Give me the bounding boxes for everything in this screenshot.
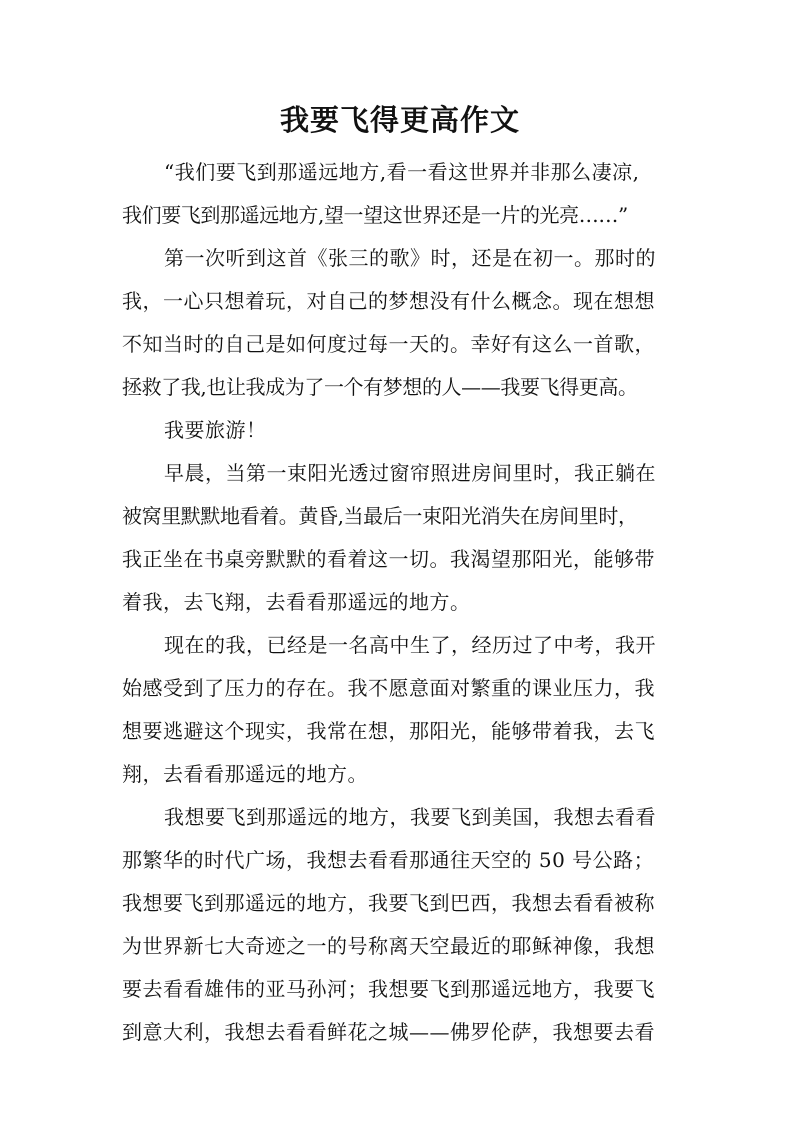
text-line: 我，一心只想着玩，对自己的梦想没有什么概念。现在想想	[122, 289, 655, 313]
text-line: 我想要飞到那遥远的地方，我要飞到美国，我想去看看	[164, 805, 656, 829]
text-line: 要去看看雄伟的亚马孙河；我想要飞到那遥远地方，我要飞	[122, 977, 655, 1001]
text-line: 第一次听到这首《张三的歌》时，还是在初一。那时的	[164, 246, 656, 270]
text-line: 始感受到了压力的存在。我不愿意面对繁重的课业压力，我	[122, 676, 655, 700]
document-title: 我要飞得更高作文	[279, 103, 520, 137]
text-line: 着我，去飞翔，去看看那遥远的地方。	[122, 590, 471, 614]
text-line: 想要逃避这个现实，我常在想，那阳光，能够带着我，去飞	[122, 719, 655, 743]
text-line: 拯救了我,也让我成为了一个有梦想的人——我要飞得更高。	[122, 375, 638, 399]
text-line: 早晨，当第一束阳光透过窗帘照进房间里时，我正躺在	[164, 461, 656, 485]
text-line: 翔，去看看那遥远的地方。	[122, 762, 368, 786]
text-line: 现在的我，已经是一名高中生了，经历过了中考，我开	[164, 633, 656, 657]
text-line: 我正坐在书桌旁默默的看着这一切。我渴望那阳光，能够带	[122, 547, 655, 571]
text-line: 我想要飞到那遥远的地方，我要飞到巴西，我想去看看被称	[122, 891, 655, 915]
text-line: 那繁华的时代广场，我想去看看那通往天空的 50 号公路；	[122, 848, 655, 872]
text-line: 为世界新七大奇迹之一的号称离天空最近的耶稣神像，我想	[122, 934, 655, 958]
text-line: 到意大利，我想去看看鲜花之城——佛罗伦萨，我想要去看	[122, 1020, 655, 1044]
text-line: 我要旅游！	[164, 418, 267, 442]
text-line: “我们要飞到那遥远地方,看一看这世界并非那么凄凉,	[164, 160, 640, 184]
text-line: 被窝里默默地看着。黄昏,当最后一束阳光消失在房间里时，	[122, 504, 638, 528]
text-line: 不知当时的自己是如何度过每一天的。幸好有这么一首歌，	[122, 332, 655, 356]
text-line: 我们要飞到那遥远地方,望一望这世界还是一片的光亮……”	[122, 203, 628, 227]
